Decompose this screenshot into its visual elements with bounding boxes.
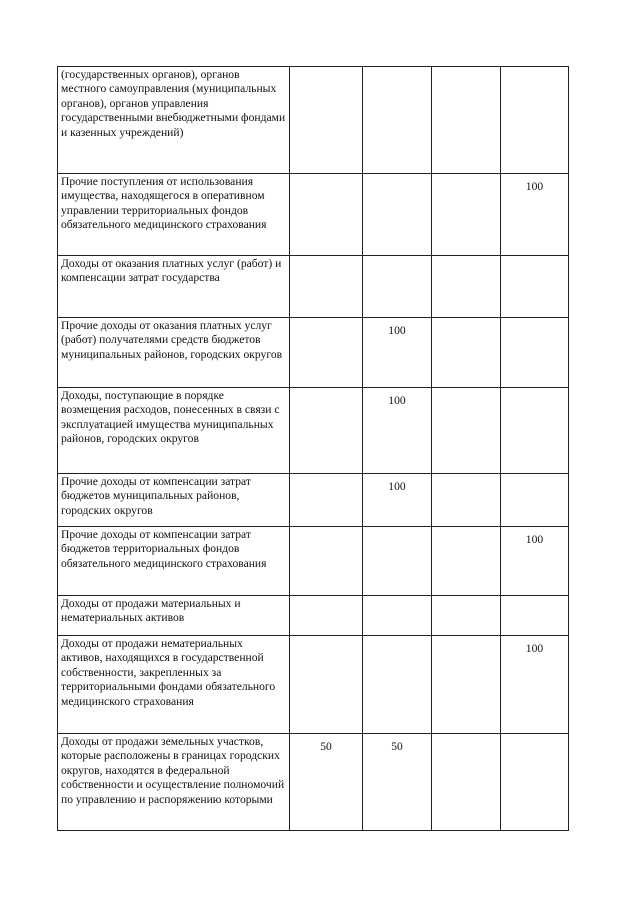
table-row	[58, 527, 569, 596]
table-row	[58, 388, 569, 474]
value-cell-4: 100	[501, 174, 569, 256]
revenue-distribution-table	[57, 66, 569, 831]
value-cell-2	[363, 256, 432, 318]
value-cell-3	[432, 256, 501, 318]
value-cell-3	[432, 734, 501, 831]
value-cell-4	[501, 474, 569, 527]
revenue-name-cell: (государственных органов), органов местного самоуправления (муниципальных органов), органов управления государственными внебюджетными фондами и казенных учреждений)	[58, 67, 290, 174]
value-cell-3	[432, 67, 501, 174]
value-cell-3	[432, 388, 501, 474]
value-cell-2: 100	[363, 474, 432, 527]
value-cell-1	[290, 474, 363, 527]
revenue-name-cell: Прочие поступления от использования имущества, находящегося в оперативном управлении территориальных фондов обязательного медицинского страхования	[58, 174, 290, 256]
value-cell-1	[290, 527, 363, 596]
table-row	[58, 474, 569, 527]
table-row	[58, 67, 569, 174]
value-cell-2	[363, 174, 432, 256]
value-cell-4	[501, 67, 569, 174]
value-cell-1: 50	[290, 734, 363, 831]
value-cell-4	[501, 596, 569, 636]
table-row	[58, 734, 569, 831]
value-cell-3	[432, 174, 501, 256]
revenue-name-cell: Доходы, поступающие в порядке возмещения расходов, понесенных в связи с эксплуатацией имущества муниципальных районов, городских округов	[58, 388, 290, 474]
value-cell-2	[363, 636, 432, 734]
value-cell-3	[432, 596, 501, 636]
table-row	[58, 596, 569, 636]
value-cell-3	[432, 318, 501, 388]
value-cell-4: 100	[501, 636, 569, 734]
value-cell-1	[290, 636, 363, 734]
revenue-name-cell: Прочие доходы от компенсации затрат бюджетов территориальных фондов обязательного медицинского страхования	[58, 527, 290, 596]
value-cell-1	[290, 67, 363, 174]
value-cell-2: 50	[363, 734, 432, 831]
revenue-name-cell: Доходы от продажи материальных и нематериальных активов	[58, 596, 290, 636]
value-cell-4	[501, 256, 569, 318]
value-cell-3	[432, 474, 501, 527]
revenue-name-cell: Доходы от оказания платных услуг (работ) и компенсации затрат государства	[58, 256, 290, 318]
value-cell-4	[501, 388, 569, 474]
value-cell-2: 100	[363, 318, 432, 388]
revenue-name-cell: Прочие доходы от компенсации затрат бюджетов муниципальных районов, городских округов	[58, 474, 290, 527]
value-cell-2	[363, 67, 432, 174]
value-cell-2	[363, 527, 432, 596]
table-row	[58, 318, 569, 388]
value-cell-1	[290, 596, 363, 636]
revenue-name-cell: Доходы от продажи земельных участков, которые расположены в границах городских округов, находятся в федеральной собственности и осуществление полномочий по управлению и распоряжению которыми	[58, 734, 290, 831]
table-row	[58, 256, 569, 318]
value-cell-3	[432, 636, 501, 734]
value-cell-1	[290, 388, 363, 474]
value-cell-4	[501, 734, 569, 831]
value-cell-3	[432, 527, 501, 596]
value-cell-1	[290, 174, 363, 256]
revenue-name-cell: Доходы от продажи нематериальных активов, находящихся в государственной собственности, закрепленных за территориальными фондами обязательного медицинского страхования	[58, 636, 290, 734]
revenue-name-cell: Прочие доходы от оказания платных услуг (работ) получателями средств бюджетов муниципальных районов, городских округов	[58, 318, 290, 388]
value-cell-1	[290, 318, 363, 388]
value-cell-2: 100	[363, 388, 432, 474]
value-cell-1	[290, 256, 363, 318]
table-row	[58, 636, 569, 734]
value-cell-4: 100	[501, 527, 569, 596]
value-cell-2	[363, 596, 432, 636]
table-row	[58, 174, 569, 256]
value-cell-4	[501, 318, 569, 388]
